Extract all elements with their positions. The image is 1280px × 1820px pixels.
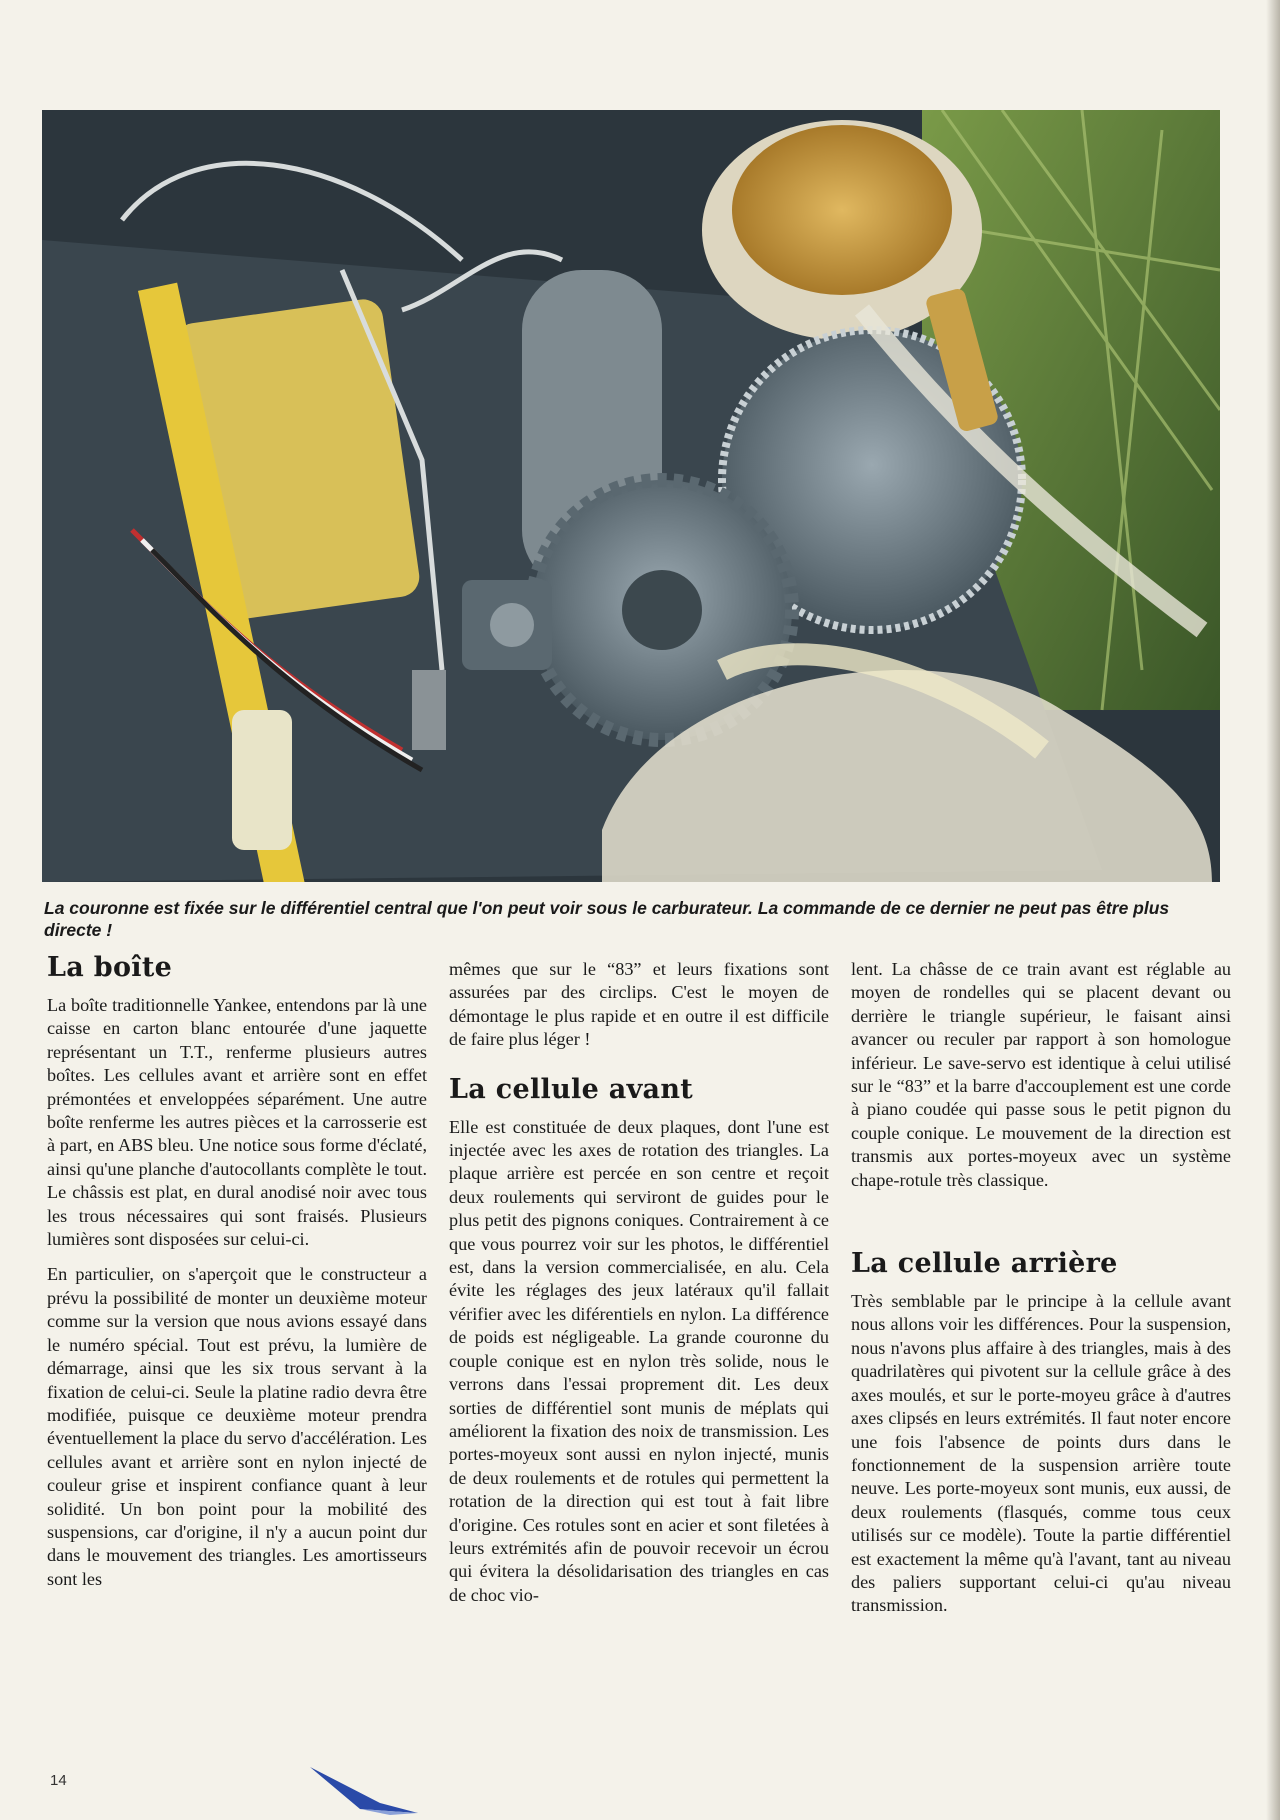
paragraph: Elle est constituée de deux plaques, dont l'une est injectée avec les axes de rotation des triangles. La plaque arrière est percée en son centre et reçoit deux roulements qui serviront de guides pour le plus petit des pignons coniques. Contrairement à ce que vous pourrez voir sur les photos, le différentiel est, dans la version commercialisée, en alu. Cela évite les réglages des jeux latéraux qu'il fallait vérifier avec les diférentiels en nylon. La différence de poids est négligeable. La grande couronne du couple conique est en nylon très solide, nous le verrons dans l'essai proprement dit. Les deux sorties de différentiel sont munis de méplats qui améliorent la fixation des noix de transmission. Les portes-moyeux sont aussi en nylon injecté, munis de deux roulements et de rotules qui permettent la rotation de la direction qui est tout à fait libre d'origine. Ces rotules sont en acier et sont filetées à leurs extrémités afin de pouvoir recevoir un écrou qui évitera la désolidarisation des triangles en cas de choc vio- [449, 1116, 829, 1605]
paragraph: Très semblable par le principe à la cellule avant nous allons voir les différences. Pour la suspension, nous n'avons plus affaire à des triangles, mais à des quadrilatères qui pivotent sur la cellule grâce à des axes moulés, et sur le porte-moyeu grâce à d'autres axes clipsés en leurs extrémités. Il faut noter encore une fois l'absence de points durs dans le fonctionnement de la suspension arrière toute neuve. Les porte-moyeux sont munis, eux aussi, de deux roulements (flasqués, comme tous ceux utilisés sur ce modèle). Toute la partie différentiel est exactement la même qu'à l'avant, tant au niveau des paliers supportant celui-ci qu'au niveau transmission. [851, 1291, 1231, 1616]
paragraph: En particulier, on s'aperçoit que le constructeur a prévu la possibilité de monter un deuxième moteur comme sur la version que nous avions essayé dans le numéro spécial. Tout est prévu, la lumière de démarrage, ainsi que les six trous servant à la fixation de celui-ci. Seule la platine radio devra être modifiée, puisque ce deuxième moteur prendra éventuellement la place du servo d'accélération. Les cellules avant et arrière sont en nylon injecté de couleur grise et inspirent confiance quant à leur solidité. Un bon point pour la mobilité des suspensions, car d'origine, il n'y a aucun point dur dans le mouvement des triangles. Les amortisseurs sont les [47, 1264, 427, 1589]
column-3 [851, 958, 1231, 1630]
heading-la-cellule-arriere: La cellule arrière [851, 1248, 1118, 1280]
column-1 [47, 952, 427, 1603]
page-edge-shadow [1266, 0, 1280, 1820]
column-2 [449, 958, 829, 1619]
corner-mark-icon [300, 1765, 420, 1815]
paragraph: mêmes que sur le “83” et leurs fixations sont assurées par des circlips. C'est le moyen de démontage le plus rapide et en outre il est difficile de faire plus léger ! [449, 959, 829, 1050]
engine-gearbox-photo-icon [42, 110, 1220, 882]
photo-caption: La couronne est fixée sur le différentiel central que l'on peut voir sous le carburateur. La commande de ce dernier ne peut pas être plus directe ! [44, 898, 1170, 940]
paragraph: La boîte traditionnelle Yankee, entendons par là une caisse en carton blanc entourée d'une jaquette représentant un T.T., renferme plusieurs autres boîtes. Les cellules avant et arrière sont en effet prémontées et enveloppées séparément. Une autre boîte renferme les autres pièces et la carrosserie est à part, en ABS bleu. Une notice sous forme d'éclaté, ainsi qu'une planche d'autocollants complète le tout. Le châssis est plat, en dural anodisé noir avec tous les trous nécessaires qui sont fraisés. Plusieurs lumières sont disposées sur celui-ci. [47, 995, 427, 1250]
page-number: 14 [50, 1772, 67, 1789]
engine-gearbox-photo [42, 110, 1220, 882]
paragraph: lent. La châsse de ce train avant est réglable au moyen de rondelles qui se placent devant ou derrière le triangle supérieur, le faisant ainsi avancer ou reculer par rapport à son homologue inférieur. Le save-servo est identique à celui utilisé sur le “83” et la barre d'accouplement est une corde à piano coudée qui passe sous le petit pignon du couple conique. Le mouvement de la direction est transmis aux portes-moyeux avec un système chape-rotule très classique. [851, 959, 1231, 1190]
heading-la-boite: La boîte [47, 952, 173, 983]
heading-la-cellule-avant: La cellule avant [449, 1073, 694, 1105]
